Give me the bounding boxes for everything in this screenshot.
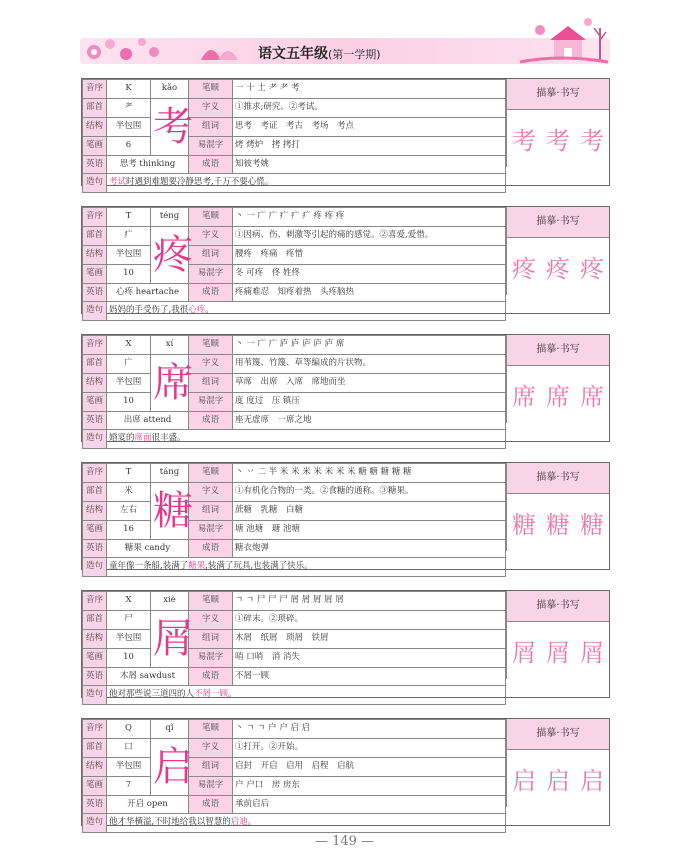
tracing-character: 启: [580, 767, 604, 795]
tracing-box: [506, 207, 609, 295]
tracing-character: 考: [546, 127, 570, 155]
english-value: 出席 attend: [107, 411, 189, 430]
main-character-glyph: 疼: [153, 231, 193, 278]
page-title: 语文五年级(第一学期): [258, 46, 381, 62]
strokes-value: 7: [107, 776, 151, 795]
main-character-glyph: 糖: [153, 487, 193, 534]
radical-value: 口: [107, 738, 151, 757]
english-value: 木屑 sawdust: [107, 667, 189, 686]
idiom-value: 疼痛难忍 知疼着热 头疼脑热: [233, 283, 506, 302]
english-label: 英语: [83, 411, 107, 430]
strokes-label: 笔画: [83, 392, 107, 411]
main-character-glyph: 屑: [153, 615, 193, 662]
strokes-label: 笔画: [83, 648, 107, 667]
confusable-value: 哨 口哨 消 消失: [233, 648, 506, 667]
words-label: 组词: [189, 501, 233, 520]
radical-label: 部首: [83, 354, 107, 373]
strokes-value: 6: [107, 136, 151, 155]
sentence-value: [107, 558, 506, 577]
idiom-label: 成语: [189, 283, 233, 302]
idiom-label: 成语: [189, 795, 233, 814]
main-character-glyph: 席: [153, 359, 193, 406]
tracing-character: 疼: [512, 255, 536, 283]
stroke-order-value: 一 十 土 耂 耂 考: [233, 80, 506, 99]
sentence-value: [107, 174, 506, 193]
idiom-value: 不屑一顾: [233, 667, 506, 686]
strokes-label: 笔画: [83, 776, 107, 795]
sentence-text: 妈妈的手受伤了,我很: [109, 305, 189, 316]
stroke-order-label: 笔顺: [189, 208, 233, 227]
structure-value: 半包围: [107, 245, 151, 264]
tracing-character: 糖: [580, 511, 604, 539]
tracing-character: 考: [580, 127, 604, 155]
tracing-box: [506, 79, 609, 167]
english-value: 开启 open: [107, 795, 189, 814]
tracing-label: 描摹·书写: [507, 335, 609, 366]
words-label: 组词: [189, 757, 233, 776]
main-character-glyph: 考: [153, 103, 193, 150]
confusable-label: 易混字: [189, 136, 233, 155]
meaning-label: 字义: [189, 482, 233, 501]
main-character: [151, 354, 193, 411]
sentence-label: 造句: [83, 174, 107, 193]
tracing-row: [507, 750, 609, 807]
confusable-value: 度 度过 压 镇压: [233, 392, 506, 411]
main-character: [151, 610, 193, 667]
tracing-character: 屑: [580, 639, 604, 667]
meaning-value: ①因病、伤、刺激等引起的痛的感觉。②喜爱,爱惜。: [233, 226, 506, 245]
confusable-value: 户 户口 房 房东: [233, 776, 506, 795]
idiom-value: 座无虚席 一席之地: [233, 411, 506, 430]
sentence-value: [107, 302, 506, 321]
tracing-row: [507, 494, 609, 551]
english-label: 英语: [83, 283, 107, 302]
english-label: 英语: [83, 667, 107, 686]
structure-label: 结构: [83, 373, 107, 392]
stroke-order-value: 丶 丷 二 半 米 米 米 米 米 米 米 糖 糖 糖 糖 糖: [233, 464, 506, 483]
stroke-order-label: 笔顺: [189, 336, 233, 355]
words-value: 蔗糖 乳糖 白糖: [233, 501, 506, 520]
meaning-value: ①打开。②开始。: [233, 738, 506, 757]
strokes-value: 10: [107, 264, 151, 283]
sentence-highlight: 考试: [109, 177, 127, 188]
sentence-label: 造句: [83, 430, 107, 449]
sentence-highlight: 席面: [134, 433, 152, 444]
main-character-glyph: 启: [153, 743, 193, 790]
stroke-order-label: 笔顺: [189, 592, 233, 611]
order-label: 音序: [83, 464, 107, 483]
pinyin: xí: [151, 336, 189, 355]
flowers-decoration-left: [80, 30, 170, 66]
words-value: 草席 出席 入席 席地而坐: [233, 373, 506, 392]
tracing-character: 糖: [512, 511, 536, 539]
sentence-label: 造句: [83, 814, 107, 833]
main-character: [151, 738, 193, 795]
stroke-order-label: 笔顺: [189, 720, 233, 739]
idiom-label: 成语: [189, 667, 233, 686]
idiom-value: 糖衣炮弹: [233, 539, 506, 558]
words-value: 思考 考证 考古 考场 考点: [233, 117, 506, 136]
strokes-label: 笔画: [83, 264, 107, 283]
tracing-label: 描摹·书写: [507, 207, 609, 238]
strokes-value: 10: [107, 648, 151, 667]
confusable-label: 易混字: [189, 264, 233, 283]
sentence-text: 。: [247, 817, 257, 828]
sentence-text: 时遇到难题要冷静思考,千万不要心慌。: [126, 177, 274, 188]
idiom-value: 承前启后: [233, 795, 506, 814]
confusable-label: 易混字: [189, 776, 233, 795]
character-card: [81, 590, 610, 698]
english-label: 英语: [83, 539, 107, 558]
idiom-label: 成语: [189, 539, 233, 558]
structure-label: 结构: [83, 117, 107, 136]
character-card: [81, 718, 610, 826]
tracing-box: [506, 591, 609, 679]
structure-value: 左右: [107, 501, 151, 520]
confusable-label: 易混字: [189, 392, 233, 411]
meaning-value: ①碎末。②琐碎。: [233, 610, 506, 629]
sentence-text: 童年像一条船,装满了: [109, 561, 189, 572]
order-value: X: [107, 336, 151, 355]
order-value: T: [107, 208, 151, 227]
tracing-character: 屑: [546, 639, 570, 667]
tracing-box: [506, 335, 609, 423]
radical-label: 部首: [83, 98, 107, 117]
tracing-character: 席: [546, 383, 570, 411]
radical-label: 部首: [83, 610, 107, 629]
stroke-order-value: 丶 一 广 广 疒 疒 疒 疼 疼 疼: [233, 208, 506, 227]
order-label: 音序: [83, 592, 107, 611]
confusable-value: 冬 可疼 佟 姓佟: [233, 264, 506, 283]
order-label: 音序: [83, 208, 107, 227]
character-card: [81, 206, 610, 314]
radical-value: 米: [107, 482, 151, 501]
sentence-text: 他对那些说三道四的人: [109, 689, 195, 700]
radical-label: 部首: [83, 226, 107, 245]
meaning-label: 字义: [189, 226, 233, 245]
sentence-label: 造句: [83, 686, 107, 705]
stroke-order-value: 丶 一 广 广 庐 庐 庐 庐 庐 席: [233, 336, 506, 355]
order-value: T: [107, 464, 151, 483]
tracing-row: [507, 366, 609, 423]
sentence-text: 很丰盛。: [151, 433, 186, 444]
sentence-value: [107, 686, 506, 705]
words-value: 腰疼 疼痛 疼惜: [233, 245, 506, 264]
confusable-value: 烤 烤炉 拷 拷打: [233, 136, 506, 155]
confusable-value: 塘 池塘 瑭 池塘: [233, 520, 506, 539]
structure-value: 半包围: [107, 117, 151, 136]
character-card: [81, 334, 610, 442]
sentence-label: 造句: [83, 558, 107, 577]
pinyin: téng: [151, 208, 189, 227]
words-value: 木屑 纸屑 琐屑 铁屑: [233, 629, 506, 648]
stroke-order-label: 笔顺: [189, 464, 233, 483]
flower-icon: [196, 36, 246, 62]
main-character: [151, 482, 193, 539]
strokes-label: 笔画: [83, 136, 107, 155]
words-label: 组词: [189, 245, 233, 264]
meaning-label: 字义: [189, 610, 233, 629]
structure-label: 结构: [83, 245, 107, 264]
pinyin: xiè: [151, 592, 189, 611]
words-label: 组词: [189, 373, 233, 392]
sentence-label: 造句: [83, 302, 107, 321]
page-number: — 149 —: [314, 834, 375, 849]
sentence-text: ,装满了玩具,也装满了快乐。: [205, 561, 313, 572]
character-card: [81, 462, 610, 570]
sentence-highlight: 糖果: [188, 561, 206, 572]
english-value: 心疼 heartache: [107, 283, 189, 302]
confusable-label: 易混字: [189, 520, 233, 539]
structure-label: 结构: [83, 629, 107, 648]
tracing-label: 描摹·书写: [507, 463, 609, 494]
sentence-highlight: 启迪: [230, 817, 248, 828]
tracing-character: 启: [512, 767, 536, 795]
stroke-order-value: ㄱ ㄱ 尸 尸 尸 屑 屑 屑 屑 屑: [233, 592, 506, 611]
tracing-label: 描摹·书写: [507, 719, 609, 750]
tracing-character: 疼: [546, 255, 570, 283]
meaning-label: 字义: [189, 98, 233, 117]
sentence-highlight: 心疼: [188, 305, 206, 316]
meaning-value: ①有机化合物的一类。②食糖的通称。③糖果。: [233, 482, 506, 501]
sentence-value: [107, 430, 506, 449]
order-label: 音序: [83, 720, 107, 739]
sentence-text: 婚宴的: [109, 433, 135, 444]
tracing-character: 席: [580, 383, 604, 411]
meaning-label: 字义: [189, 354, 233, 373]
structure-label: 结构: [83, 501, 107, 520]
pinyin: qǐ: [151, 720, 189, 739]
order-label: 音序: [83, 336, 107, 355]
structure-value: 半包围: [107, 629, 151, 648]
house-icon: [510, 10, 610, 68]
meaning-label: 字义: [189, 738, 233, 757]
tracing-label: 描摹·书写: [507, 79, 609, 110]
meaning-value: 用苇篾、竹篾、草等编成的片状物。: [233, 354, 506, 373]
tracing-box: [506, 719, 609, 807]
stroke-order-value: 丶 ㄱ ㄱ 户 户 启 启: [233, 720, 506, 739]
order-value: Q: [107, 720, 151, 739]
tracing-character: 考: [512, 127, 536, 155]
idiom-label: 成语: [189, 155, 233, 174]
order-value: X: [107, 592, 151, 611]
sentence-value: [107, 814, 506, 833]
tracing-character: 启: [546, 767, 570, 795]
structure-value: 半包围: [107, 757, 151, 776]
order-value: K: [107, 80, 151, 99]
stroke-order-label: 笔顺: [189, 80, 233, 99]
sentence-text: 他才华横溢,不时地给我以智慧的: [109, 817, 231, 828]
words-value: 启封 开启 启用 启程 启航: [233, 757, 506, 776]
idiom-value: 知彼考姚: [233, 155, 506, 174]
main-character: [151, 226, 193, 283]
tracing-box: [506, 463, 609, 551]
tracing-label: 描摹·书写: [507, 591, 609, 622]
tracing-character: 屑: [512, 639, 536, 667]
pinyin: táng: [151, 464, 189, 483]
structure-label: 结构: [83, 757, 107, 776]
radical-value: 广: [107, 354, 151, 373]
main-character: [151, 98, 193, 155]
order-label: 音序: [83, 80, 107, 99]
radical-label: 部首: [83, 738, 107, 757]
tracing-character: 糖: [546, 511, 570, 539]
page-header: [0, 0, 689, 70]
character-card: [81, 78, 610, 186]
tracing-row: [507, 622, 609, 679]
tracing-row: [507, 238, 609, 295]
meaning-value: ①推求;研究。②考试。: [233, 98, 506, 117]
english-label: 英语: [83, 155, 107, 174]
words-label: 组词: [189, 629, 233, 648]
words-label: 组词: [189, 117, 233, 136]
radical-value: 尸: [107, 610, 151, 629]
tracing-character: 疼: [580, 255, 604, 283]
radical-value: 耂: [107, 98, 151, 117]
tracing-row: [507, 110, 609, 167]
strokes-value: 10: [107, 392, 151, 411]
tracing-character: 席: [512, 383, 536, 411]
radical-label: 部首: [83, 482, 107, 501]
strokes-label: 笔画: [83, 520, 107, 539]
pinyin: kǎo: [151, 80, 189, 99]
radical-value: 疒: [107, 226, 151, 245]
sentence-highlight: 不屑一顾: [194, 689, 229, 700]
structure-value: 半包围: [107, 373, 151, 392]
confusable-label: 易混字: [189, 648, 233, 667]
english-label: 英语: [83, 795, 107, 814]
sentence-text: 。: [228, 689, 237, 700]
idiom-label: 成语: [189, 411, 233, 430]
english-value: 糖果 candy: [107, 539, 189, 558]
english-value: 思考 thinking: [107, 155, 189, 174]
sentence-text: 。: [205, 305, 214, 316]
strokes-value: 16: [107, 520, 151, 539]
